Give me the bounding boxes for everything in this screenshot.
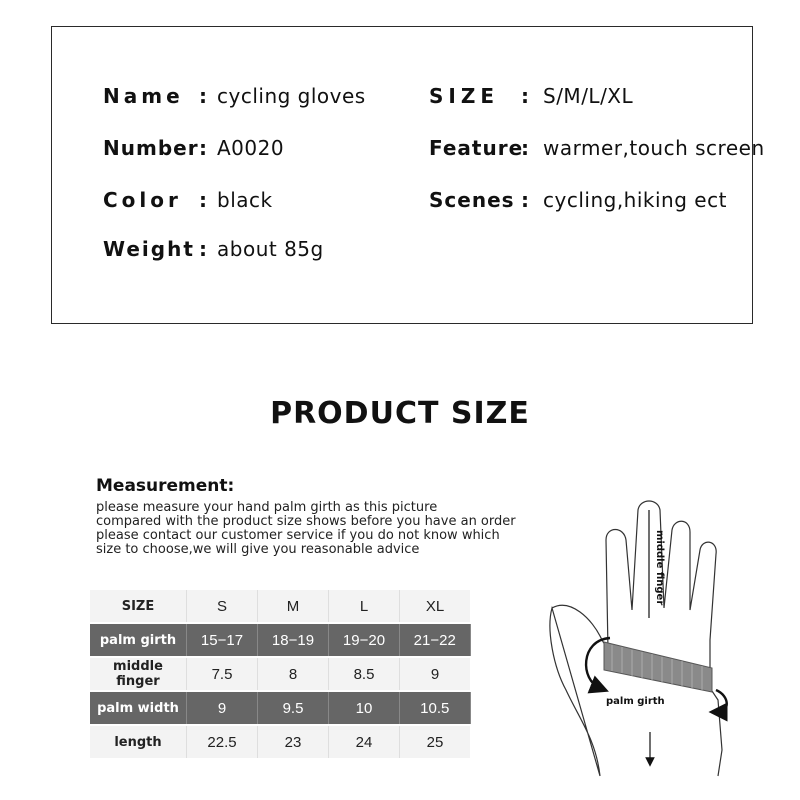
spec-feature (429, 136, 765, 160)
table-row (90, 624, 470, 656)
measurement-line: compared with the product size shows before you have an order (96, 514, 516, 529)
table-cell: 23 (258, 726, 329, 758)
table-cell: 9 (187, 692, 258, 724)
table-row-label: length (90, 726, 187, 758)
spec-number-value: A0020 (217, 136, 285, 160)
measurement-line: size to choose,we will give you reasonable advice (96, 542, 420, 557)
spec-colon: : (521, 84, 529, 108)
spec-color-value: black (217, 188, 273, 212)
section-title: PRODUCT SIZE (270, 396, 530, 431)
table-row-label: palm width (90, 692, 187, 724)
table-row-label: palm girth (90, 624, 187, 656)
table-row-label: middle finger (90, 658, 187, 690)
spec-size-label: SIZE (429, 84, 500, 108)
size-table (90, 590, 471, 758)
spec-colon: : (521, 136, 529, 160)
middle-finger-label: middle finger (654, 530, 665, 606)
table-cell: 25 (400, 726, 471, 758)
spec-colon: : (199, 136, 207, 160)
hand-outline (550, 501, 722, 776)
spec-weight (103, 237, 324, 261)
measurement-instructions (96, 501, 516, 557)
spec-size (429, 84, 633, 108)
hand-measurement-diagram (540, 500, 780, 780)
spec-name-value: cycling gloves (217, 84, 366, 108)
spec-size-value: S/M/L/XL (543, 84, 634, 108)
table-cell: 8 (258, 658, 329, 690)
size-table-header (90, 590, 470, 622)
spec-number (103, 136, 284, 160)
spec-colon: : (199, 84, 207, 108)
measurement-line: please contact our customer service if you do not know which (96, 528, 500, 543)
table-row (90, 692, 470, 724)
table-row (90, 658, 470, 690)
table-cell: 8.5 (329, 658, 400, 690)
spec-colon: : (521, 188, 529, 212)
spec-weight-label: Weight (103, 237, 195, 261)
spec-weight-value: about 85g (217, 237, 324, 261)
palm-girth-band (604, 642, 712, 692)
spec-feature-label: Feature (429, 136, 524, 160)
spec-name (103, 84, 366, 108)
table-cell: 9.5 (258, 692, 329, 724)
spec-scenes-label: Scenes (429, 188, 515, 212)
table-header-cell: XL (400, 590, 471, 622)
table-cell: 9 (400, 658, 471, 690)
spec-colon: : (199, 237, 207, 261)
measurement-heading: Measurement: (96, 476, 235, 496)
spec-color-label: Color (103, 188, 182, 212)
table-cell: 7.5 (187, 658, 258, 690)
spec-number-label: Number (103, 136, 199, 160)
table-cell: 15−17 (187, 624, 258, 656)
table-header-cell: S (187, 590, 258, 622)
table-row (90, 726, 470, 758)
palm-girth-label: palm girth (606, 696, 665, 707)
spec-scenes (429, 188, 727, 212)
table-cell: 10 (329, 692, 400, 724)
spec-scenes-value: cycling,hiking ect (543, 188, 727, 212)
table-header-cell: L (329, 590, 400, 622)
spec-panel (51, 26, 753, 324)
table-header-cell: M (258, 590, 329, 622)
table-cell: 21−22 (400, 624, 471, 656)
table-cell: 10.5 (400, 692, 471, 724)
spec-colon: : (199, 188, 207, 212)
table-cell: 24 (329, 726, 400, 758)
spec-name-label: Name (103, 84, 184, 108)
table-cell: 19−20 (329, 624, 400, 656)
spec-feature-value: warmer,touch screen (543, 136, 765, 160)
table-cell: 22.5 (187, 726, 258, 758)
spec-color (103, 188, 273, 212)
table-cell: 18−19 (258, 624, 329, 656)
measurement-line: please measure your hand palm girth as this picture (96, 500, 438, 515)
table-header-cell: SIZE (90, 590, 187, 622)
